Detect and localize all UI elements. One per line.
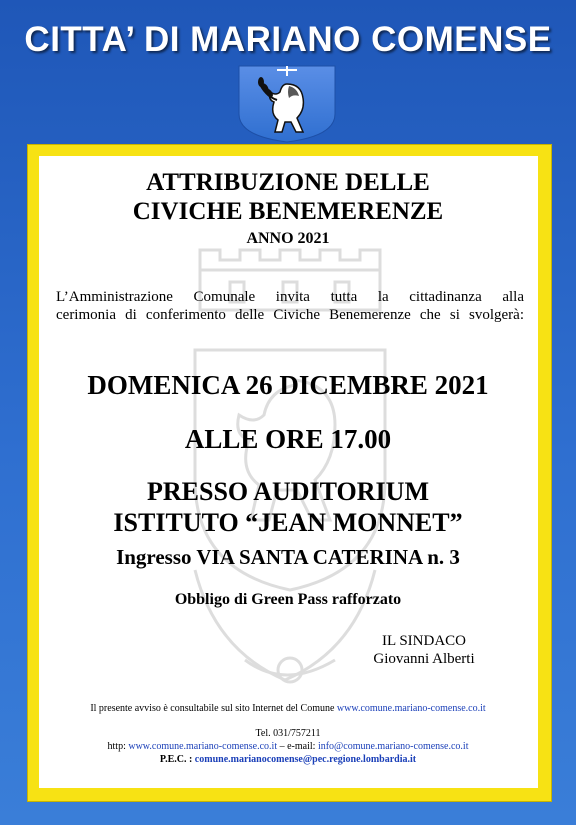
signer-role: IL SINDACO (381, 633, 467, 649)
footer-http-link[interactable]: www.comune.mariano-comense.co.it (128, 741, 278, 752)
intro-line1: L’Amministrazione Comunale invita tutta la cittadinanza alla (56, 289, 524, 305)
event-date: DOMENICA 26 DICEMBRE 2021 (87, 370, 489, 400)
footer-pec-link[interactable]: comune.marianocomense@pec.regione.lombardia.it (194, 754, 417, 765)
lion-crest-icon (237, 64, 337, 144)
footer-site-link[interactable]: www.comune.mariano-comense.co.it (336, 703, 486, 714)
green-pass-notice: Obbligo di Green Pass rafforzato (174, 591, 402, 608)
footer-tel: Tel. 031/757211 (255, 728, 321, 739)
venue-entrance: Ingresso VIA SANTA CATERINA n. 3 (116, 545, 460, 569)
signer-name: Giovanni Alberti (373, 651, 475, 667)
event-time: ALLE ORE 17.00 (184, 424, 392, 454)
venue-line1: PRESSO AUDITORIUM (147, 477, 429, 506)
footer-notice-text: Il presente avviso è consultabile sul sito Internet del Comune (90, 703, 335, 714)
footer-pec (0, 753, 576, 766)
footer-pec-label: P.E.C. : (159, 754, 193, 765)
intro-paragraph (56, 288, 524, 324)
notice-title-line2: CIVICHE BENEMERENZE (132, 198, 444, 225)
notice-year: ANNO 2021 (246, 230, 330, 247)
signature-block (364, 632, 484, 668)
footer-email-label: – e-mail: (279, 741, 316, 752)
page-header-title: CITTA’ DI MARIANO COMENSE (24, 20, 552, 59)
intro-line2: cerimonia di conferimento delle Civiche Benemerenze che si svolgerà: (56, 307, 524, 323)
footer-http-label: http: (107, 741, 126, 752)
footer-contacts (0, 740, 576, 753)
notice-title-line1: ATTRIBUZIONE DELLE (146, 169, 430, 196)
footer-email-link[interactable]: info@comune.mariano-comense.co.it (317, 741, 469, 752)
footer-notice (0, 702, 576, 715)
venue-line2: ISTITUTO “JEAN MONNET” (113, 508, 463, 537)
